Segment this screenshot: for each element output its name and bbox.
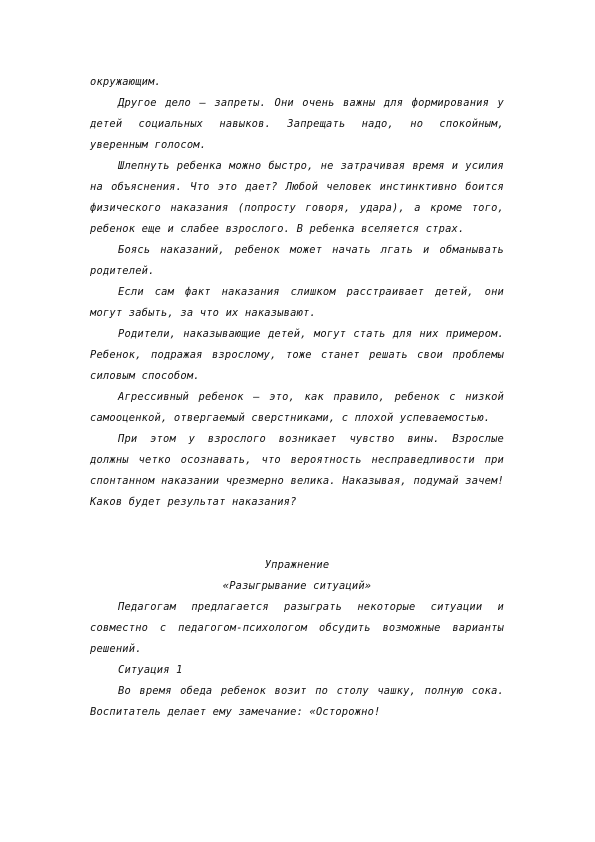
- situation-text: Во время обеда ребенок возит по столу чашку, полную сока. Воспитатель делает ему замечание: «Осторожно!: [90, 685, 504, 718]
- document-body: [90, 72, 504, 723]
- paragraph-prohibitions: Другое дело – запреты. Они очень важны для формирования у детей социальных навыков. Запрещать надо, но спокойным, уверенным голосом.: [90, 97, 504, 151]
- paragraph-role-model: Родители, наказывающие детей, могут стать для них примером. Ребенок, подражая взрослому, тоже станет решать свои проблемы силовым способом.: [90, 328, 504, 382]
- exercise-title: «Разыгрывание ситуаций»: [222, 580, 372, 592]
- paragraph-spanking: Шлепнуть ребенка можно быстро, не затрачивая время и усилия на объяснения. Что это дает? Любой человек инстинктивно боится физического наказания (попросту говоря, удара), а кроме того, ребенок еще и слабее взрослого. В ребенка вселяется страх.: [90, 160, 504, 235]
- exercise-intro: Педагогам предлагается разыграть некоторые ситуации и совместно с педагогом-психологом обсудить возможные варианты решений.: [90, 601, 504, 655]
- paragraph-aggressive-child: Агрессивный ребенок – это, как правило, ребенок с низкой самооценкой, отвергаемый сверстниками, с плохой успеваемостью.: [90, 391, 504, 424]
- paragraph-continuation: окружающим.: [90, 76, 162, 88]
- section-gap: [90, 513, 504, 555]
- exercise-heading: Упражнение: [264, 559, 330, 571]
- situation-label: Ситуация 1: [118, 664, 183, 676]
- paragraph-guilt: При этом у взрослого возникает чувство вины. Взрослые должны четко осознавать, что вероятность несправедливости при спонтанном наказании чрезмерно велика. Наказывая, подумай зачем! Каков будет результат наказания?: [90, 433, 504, 508]
- paragraph-forgetting: Если сам факт наказания слишком расстраивает детей, они могут забыть, за что их наказывают.: [90, 286, 504, 319]
- paragraph-lying: Боясь наказаний, ребенок может начать лгать и обманывать родителей.: [90, 244, 504, 277]
